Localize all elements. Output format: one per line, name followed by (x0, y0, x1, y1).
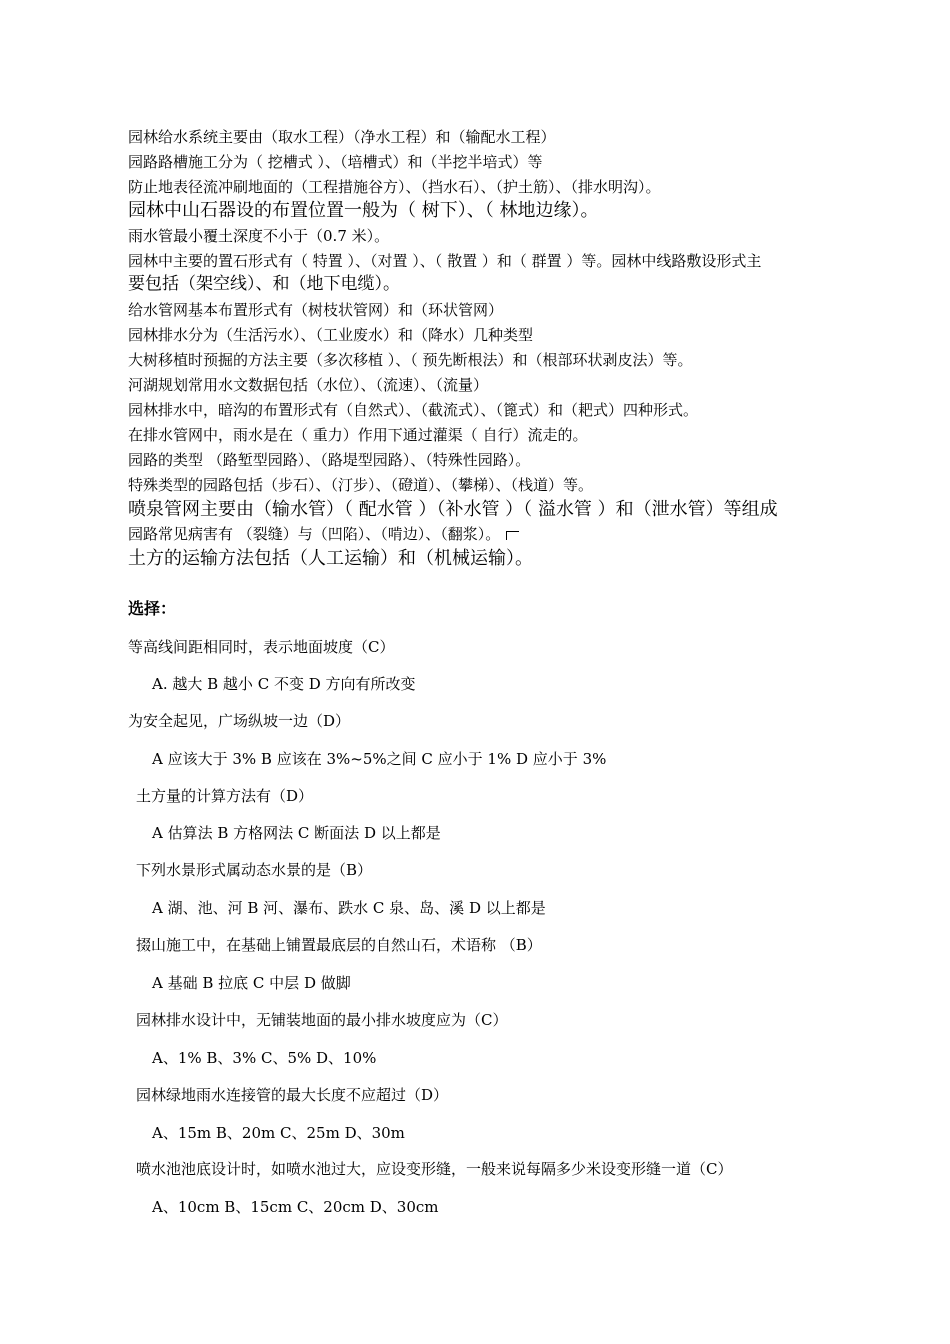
blank-line-3: 防止地表径流冲刷地面的（工程措施谷方）、（挡水石）、（护土筋）、（排水明沟）。 (128, 178, 661, 196)
question-7: 园林绿地雨水连接管的最大长度不应超过（D） (136, 1086, 449, 1104)
blank-line-8: 给水管网基本布置形式有（树枝状管网）和（环状管网） (128, 301, 504, 319)
blank-line-15: 特殊类型的园路包括（步石）、（汀步）、（磴道）、（攀梯）、（栈道）等。 (128, 476, 594, 494)
section-title: 选择： (128, 599, 177, 618)
question-6-options: A、1% B、3% C、5% D、10% (152, 1049, 377, 1067)
blank-line-5: 雨水管最小覆土深度不小于（0.7 米）。 (128, 227, 390, 245)
blank-line-14: 园路的类型 （路堑型园路）、（路堤型园路）、（特殊性园路）。 (128, 451, 531, 469)
question-8: 喷水池池底设计时，如喷水池过大，应设变形缝，一般来说每隔多少米设变形缝一道（C） (136, 1160, 733, 1178)
question-1: 等高线间距相同时，表示地面坡度（C） (128, 638, 395, 656)
blank-line-12: 园林排水中，暗沟的布置形式有（自然式）、（截流式）、（篦式）和（耙式）四种形式。 (128, 401, 699, 419)
blank-line-13: 在排水管网中，雨水是在（ 重力）作用下通过灌渠（ 自行）流走的。 (128, 426, 588, 444)
blank-line-10: 大树移植时预掘的方法主要（多次移植 ）、（ 预先断根法）和（根部环状剥皮法）等。 (128, 351, 693, 369)
question-2: 为安全起见，广场纵坡一边（D） (128, 712, 351, 730)
blank-line-4: 园林中山石器设的布置位置一般为（ 树下）、（ 林地边缘）。 (128, 200, 599, 221)
question-5: 掇山施工中，在基础上铺置最底层的自然山石，术语称 （B） (136, 936, 542, 954)
question-3: 土方量的计算方法有（D） (136, 787, 314, 805)
blank-line-17 (128, 524, 519, 544)
question-4-options: A 湖、池、河 B 河、瀑布、跌水 C 泉、岛、溪 D 以上都是 (152, 899, 546, 917)
blank-line-18: 土方的运输方法包括（人工运输）和（机械运输）。 (128, 548, 533, 569)
blank-line-17-text: 园路常见病害有 （裂缝）与（凹陷）、（啃边）、（翻浆）。 (128, 525, 501, 543)
blank-line-6: 园林中主要的置石形式有（ 特置 ）、（对置 ）、（ 散置 ）和（ 群置 ）等。园林中线路敷设形式主 (128, 252, 762, 270)
question-8-options: A、10cm B、15cm C、20cm D、30cm (152, 1198, 439, 1216)
blank-line-1: 园林给水系统主要由（取水工程）（净水工程）和（输配水工程） (128, 128, 556, 146)
question-3-options: A 估算法 B 方格网法 C 断面法 D 以上都是 (152, 824, 441, 842)
blank-line-9: 园林排水分为（生活污水）、（工业废水）和（降水）几种类型 (128, 326, 534, 344)
question-5-options: A 基础 B 拉底 C 中层 D 做脚 (152, 974, 351, 992)
question-4: 下列水景形式属动态水景的是（B） (136, 861, 373, 879)
blank-line-7: 要包括（架空线）、和（地下电缆）。 (128, 274, 400, 294)
question-1-options: A. 越大 B 越小 C 不变 D 方向有所改变 (152, 675, 416, 693)
blank-line-11: 河湖规划常用水文数据包括（水位）、（流速）、（流量） (128, 376, 489, 394)
question-2-options: A 应该大于 3% B 应该在 3%~5%之间 C 应小于 1% D 应小于 3% (152, 750, 607, 768)
corner-mark-icon (506, 531, 519, 540)
question-7-options: A、15m B、20m C、25m D、30m (152, 1124, 405, 1142)
question-6: 园林排水设计中，无铺装地面的最小排水坡度应为（C） (136, 1011, 508, 1029)
blank-line-16: 喷泉管网主要由（输水管）（ 配水管 ）（补水管 ）（ 溢水管 ）和（泄水管）等组成 (128, 499, 778, 520)
blank-line-2: 园路路槽施工分为（ 挖槽式 ）、（培槽式）和（半挖半培式）等 (128, 153, 543, 171)
